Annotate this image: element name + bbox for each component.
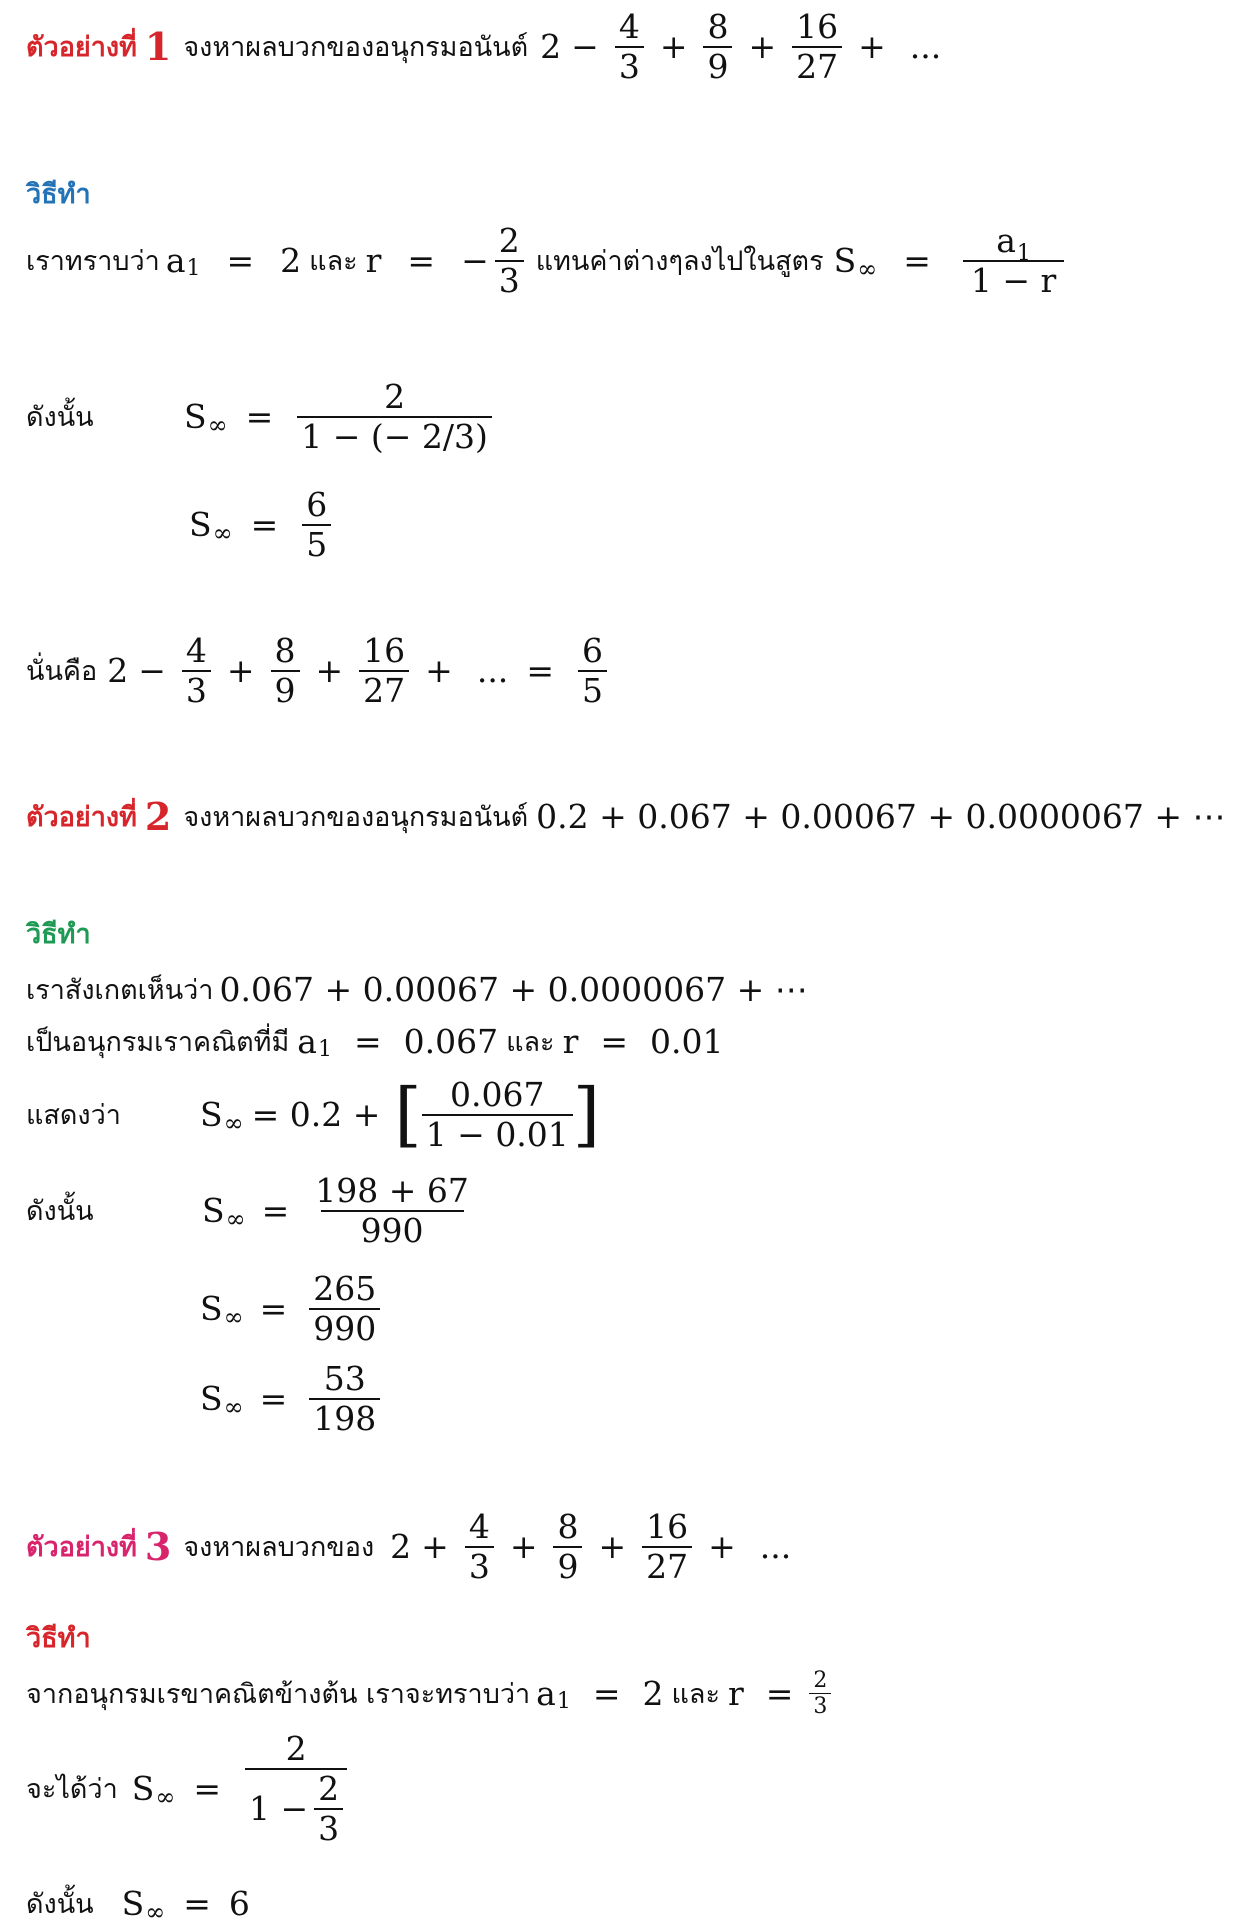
- example-number: 1: [144, 24, 172, 70]
- fraction: $\frac{4}{3}$: [465, 1508, 494, 1586]
- fraction: $\frac{8}{9}$: [553, 1508, 582, 1586]
- ex3-step-1: จะได้ว่า S ∞ = 2 1 − $\frac{2}{3}$: [26, 1730, 353, 1848]
- fraction: $\frac{6}{5}$: [578, 632, 607, 710]
- fraction: $\frac{4}{3}$: [182, 632, 211, 710]
- ex2-step-3: S ∞ = $\frac{265}{990}$: [26, 1270, 386, 1348]
- ex1-given-line: เราทราบว่า a 1 = 2 และ r = − $\frac{2}{3}$ แทนค่าต่างๆลงไปในสูตร S ∞ = $\frac{a_1}{1 - r}$: [26, 222, 1070, 300]
- ex2-step-1: แสดงว่า S ∞ = 0.2 + [ $\frac{0.067}{1 - 0.01}$ ]: [26, 1073, 601, 1156]
- series: 0.2 + 0.067 + 0.00067 + 0.0000067 + ⋯: [536, 797, 1226, 836]
- example-2-heading: [26, 794, 1226, 839]
- fraction: $\frac{53}{198}$: [309, 1360, 380, 1438]
- fraction: $\frac{a_1}{1 - r}$: [963, 222, 1064, 300]
- example-prompt: จงหาผลบวกของ: [183, 1532, 375, 1564]
- fraction: $\frac{8}{9}$: [703, 8, 732, 86]
- example-1-heading: ตัวอย่างที่ 1 จงหาผลบวกของอนุกรมอนันต์ 2 − $\frac{4}{3}$ + $\frac{8}{9}$ + $\frac{16}{27}$ + ...: [26, 7, 942, 86]
- ex2-observe-line: เราสังเกตเห็นว่า 0.067 + 0.00067 + 0.0000067 + ⋯: [26, 970, 808, 1009]
- ex2-step-4: S ∞ = $\frac{53}{198}$: [26, 1360, 386, 1438]
- ex1-step-2: S ∞ = $\frac{6}{5}$: [26, 486, 337, 564]
- ex2-geo-line: เป็นอนุกรมเราคณิตที่มี a 1 = 0.067 และ r = 0.01: [26, 1022, 724, 1062]
- example-label: ตัวอย่างที่: [26, 32, 137, 64]
- fraction: $\frac{2}{1 - (- 2/3)}$: [297, 378, 492, 456]
- fraction: $\frac{16}{27}$: [642, 1508, 692, 1586]
- example-label: ตัวอย่างที่: [26, 802, 137, 833]
- solution-heading-1: วิธีทำ: [26, 179, 91, 210]
- fraction: $\frac{8}{9}$: [271, 632, 300, 710]
- fraction: $\frac{16}{27}$: [359, 632, 409, 710]
- fraction: $\frac{6}{5}$: [302, 486, 331, 564]
- fraction: $\frac{0.067}{1 - 0.01}$: [422, 1076, 573, 1154]
- example-number: 2: [144, 794, 172, 839]
- fraction: $\frac{4}{3}$: [615, 8, 644, 86]
- ex1-step-1: ดังนั้น S ∞ = $\frac{2}{1 - (- 2/3)}$: [26, 378, 498, 456]
- ex3-result: ดังนั้น S ∞ = 6: [26, 1884, 250, 1926]
- fraction: 2 1 − $\frac{2}{3}$: [245, 1730, 347, 1848]
- example-prompt: จงหาผลบวกของอนุกรมอนันต์: [183, 32, 529, 64]
- ex2-step-2: ดังนั้น S ∞ = $\frac{198 + 67}{990}$: [26, 1172, 479, 1250]
- fraction: $\frac{2}{3}$: [495, 222, 524, 300]
- fraction: $\frac{265}{990}$: [309, 1270, 380, 1348]
- ex3-given-line: จากอนุกรมเรขาคณิตข้างต้น เราจะทราบว่า a 1 = 2 และ r = $\frac{2}{3}$: [26, 1668, 837, 1720]
- fraction: $\frac{16}{27}$: [792, 8, 842, 86]
- example-label: ตัวอย่างที่: [26, 1532, 137, 1564]
- example-3-heading: ตัวอย่างที่ 3 จงหาผลบวกของ 2 + $\frac{4}{3}$ + $\frac{8}{9}$ + $\frac{16}{27}$ + ...: [26, 1507, 792, 1586]
- ex1-conclusion: นั่นคือ 2 − $\frac{4}{3}$ + $\frac{8}{9}$ + $\frac{16}{27}$ + ... = $\frac{6}{5}$: [26, 632, 613, 710]
- solution-heading-3: วิธีทำ: [26, 1623, 91, 1654]
- fraction: $\frac{198 + 67}{990}$: [315, 1171, 469, 1250]
- fraction: $\frac{2}{3}$: [809, 1668, 831, 1720]
- example-prompt: จงหาผลบวกของอนุกรมอนันต์: [183, 802, 529, 833]
- solution-heading-2: วิธีทำ: [26, 919, 91, 950]
- series-term: 2: [540, 27, 562, 67]
- example-number: 3: [144, 1524, 172, 1570]
